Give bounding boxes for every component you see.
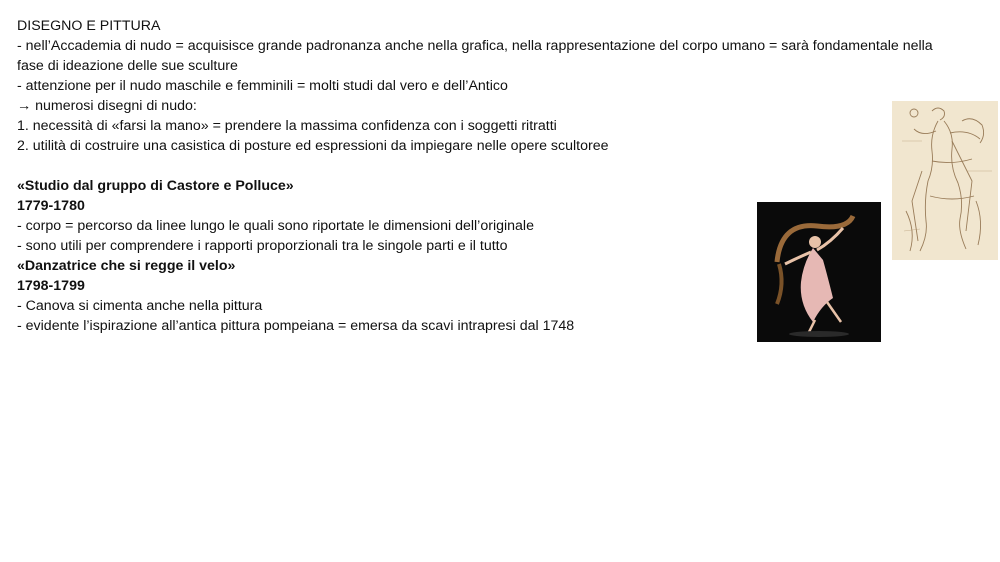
slide-text-line: - evidente l’ispirazione all’antica pittura pompeiana = emersa da scavi intrapresi dal 1748	[17, 318, 575, 334]
danzatrice-painting-image	[757, 202, 881, 342]
slide-heading-line: «Studio dal gruppo di Castore e Polluce»	[17, 178, 294, 194]
sketch-drawing	[892, 101, 998, 260]
dancer-painting	[757, 202, 881, 342]
slide-text-line: - Canova si cimenta anche nella pittura	[17, 298, 263, 314]
slide-heading-line: 1779-1780	[17, 198, 85, 214]
slide-text-line: → numerosi disegni di nudo:	[17, 98, 197, 114]
slide-heading-line: «Danzatrice che si regge il velo»	[17, 258, 236, 274]
slide-text-line: - attenzione per il nudo maschile e femminili = molti studi dal vero e dell’Antico	[17, 78, 508, 94]
castore-polluce-sketch-image	[892, 101, 998, 260]
blank-line	[17, 156, 957, 176]
slide-text-line: - nell’Accademia di nudo = acquisisce grande padronanza anche nella grafica, nella rappresentazione del corpo umano = sarà fondamentale nella fase di ideazione delle sue sculture	[17, 38, 933, 74]
slide-text-line: 2. utilità di costruire una casistica di posture ed espressioni da impiegare nelle opere scultoree	[17, 138, 609, 154]
slide-text-line: - corpo = percorso da linee lungo le quali sono riportate le dimensioni dell’originale	[17, 218, 534, 234]
slide-text-line: DISEGNO E PITTURA	[17, 18, 161, 34]
slide-text-line: 1. necessità di «farsi la mano» = prendere la massima confidenza con i soggetti ritratti	[17, 118, 557, 134]
slide-heading-line: 1798-1799	[17, 278, 85, 294]
slide-text-line: - sono utili per comprendere i rapporti proporzionali tra le singole parti e il tutto	[17, 238, 508, 254]
